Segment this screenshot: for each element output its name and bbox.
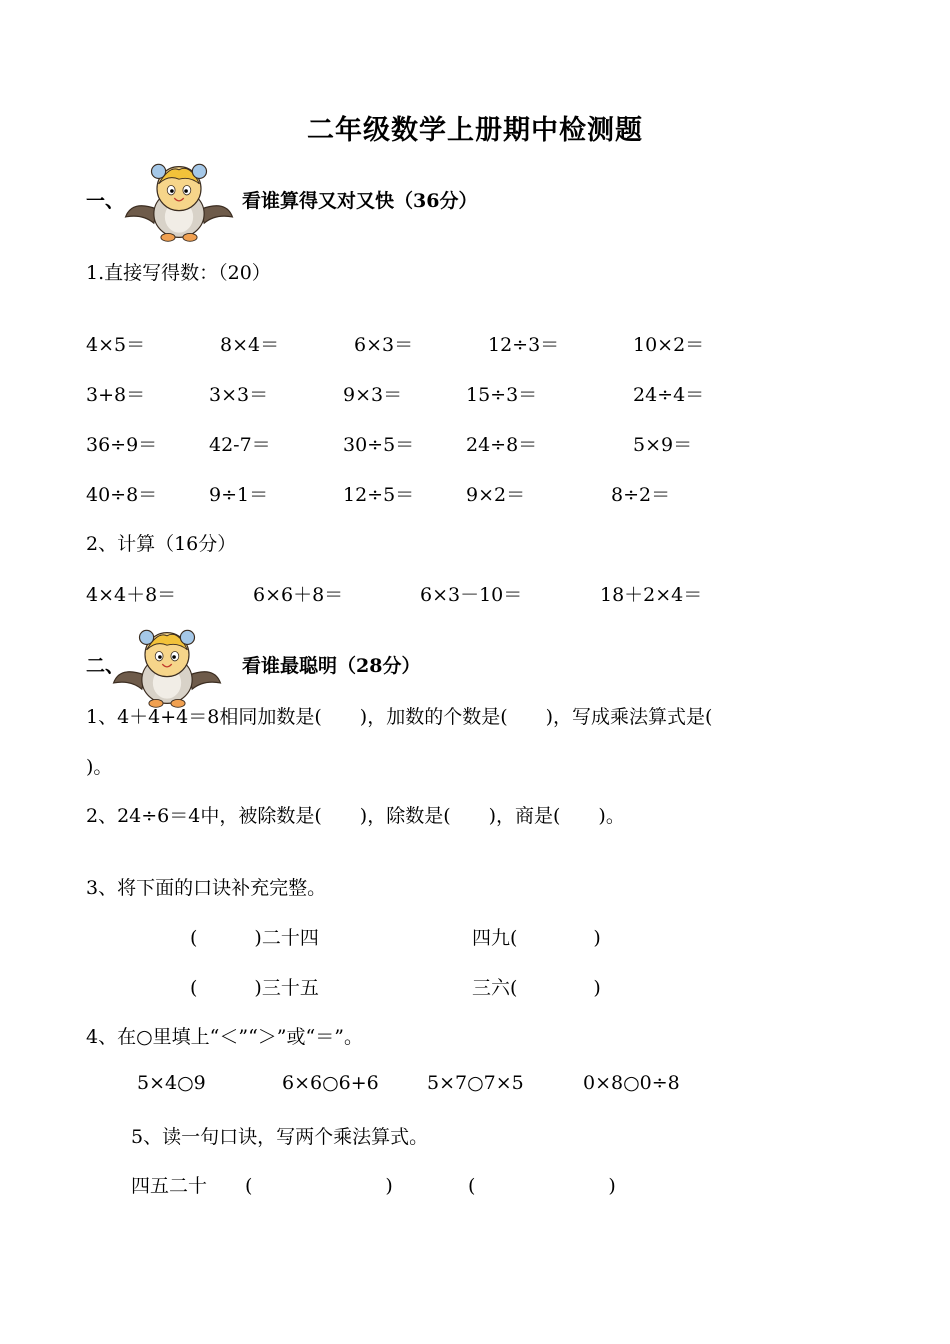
problem: 3+8＝ bbox=[86, 384, 146, 406]
rhyme-item: 四九( ) bbox=[472, 927, 601, 949]
s2-q5-rhyme: 四五二十 bbox=[131, 1175, 208, 1197]
answer-blank: ( ) bbox=[468, 1175, 616, 1197]
s2-q4-label: 4、在○里填上“＜”“＞”或“＝”。 bbox=[86, 1026, 363, 1048]
problem: 12÷5＝ bbox=[343, 484, 415, 506]
s2-q1-line2: )。 bbox=[86, 756, 113, 778]
problem: 10×2＝ bbox=[633, 334, 705, 356]
s2-q5-label: 5、读一句口诀，写两个乘法算式。 bbox=[131, 1126, 429, 1148]
problem: 12÷3＝ bbox=[488, 334, 560, 356]
owl-mascot-icon bbox=[112, 626, 222, 710]
problem: 15÷3＝ bbox=[466, 384, 538, 406]
compare-item: 5×7○7×5 bbox=[427, 1072, 524, 1094]
rhyme-item: ( )二十四 bbox=[190, 927, 319, 949]
problem: 30÷5＝ bbox=[343, 434, 415, 456]
section1-heading: 看谁算得又对又快（36分） bbox=[242, 190, 478, 212]
problem: 8×4＝ bbox=[220, 334, 280, 356]
problem: 9×2＝ bbox=[466, 484, 526, 506]
problem: 9×3＝ bbox=[343, 384, 403, 406]
section1-number: 一、 bbox=[86, 190, 125, 212]
q1-label: 1.直接写得数：（20） bbox=[86, 262, 271, 284]
problem: 8÷2＝ bbox=[611, 484, 671, 506]
problem: 6×3＝ bbox=[354, 334, 414, 356]
problem: 24÷4＝ bbox=[633, 384, 705, 406]
problem: 4×4＋8＝ bbox=[86, 584, 177, 606]
problem: 5×9＝ bbox=[633, 434, 693, 456]
rhyme-item: ( )三十五 bbox=[190, 977, 319, 999]
problem: 36÷9＝ bbox=[86, 434, 158, 456]
section2-number: 二、 bbox=[86, 655, 125, 677]
problem: 9÷1＝ bbox=[209, 484, 269, 506]
rhyme-item: 三六( ) bbox=[472, 977, 601, 999]
problem: 18＋2×4＝ bbox=[600, 584, 703, 606]
problem: 6×3－10＝ bbox=[420, 584, 523, 606]
s2-q3-label: 3、将下面的口诀补充完整。 bbox=[86, 877, 327, 899]
answer-blank: ( ) bbox=[245, 1175, 393, 1197]
compare-item: 0×8○0÷8 bbox=[583, 1072, 680, 1094]
owl-mascot-icon bbox=[124, 160, 234, 244]
problem: 40÷8＝ bbox=[86, 484, 158, 506]
s2-q1-line1: 1、4＋4+4＝8相同加数是( )，加数的个数是( )，写成乘法算式是( bbox=[86, 706, 713, 728]
page-title: 二年级数学上册期中检测题 bbox=[307, 115, 643, 146]
section2-heading: 看谁最聪明（28分） bbox=[242, 655, 421, 677]
q2-label: 2、计算（16分） bbox=[86, 533, 237, 555]
problem: 3×3＝ bbox=[209, 384, 269, 406]
problem: 24÷8＝ bbox=[466, 434, 538, 456]
compare-item: 5×4○9 bbox=[137, 1072, 206, 1094]
problem: 6×6＋8＝ bbox=[253, 584, 344, 606]
s2-q2: 2、24÷6＝4中，被除数是( )，除数是( )，商是( )。 bbox=[86, 805, 625, 827]
problem: 42-7＝ bbox=[209, 434, 271, 456]
problem: 4×5＝ bbox=[86, 334, 146, 356]
compare-item: 6×6○6+6 bbox=[282, 1072, 379, 1094]
